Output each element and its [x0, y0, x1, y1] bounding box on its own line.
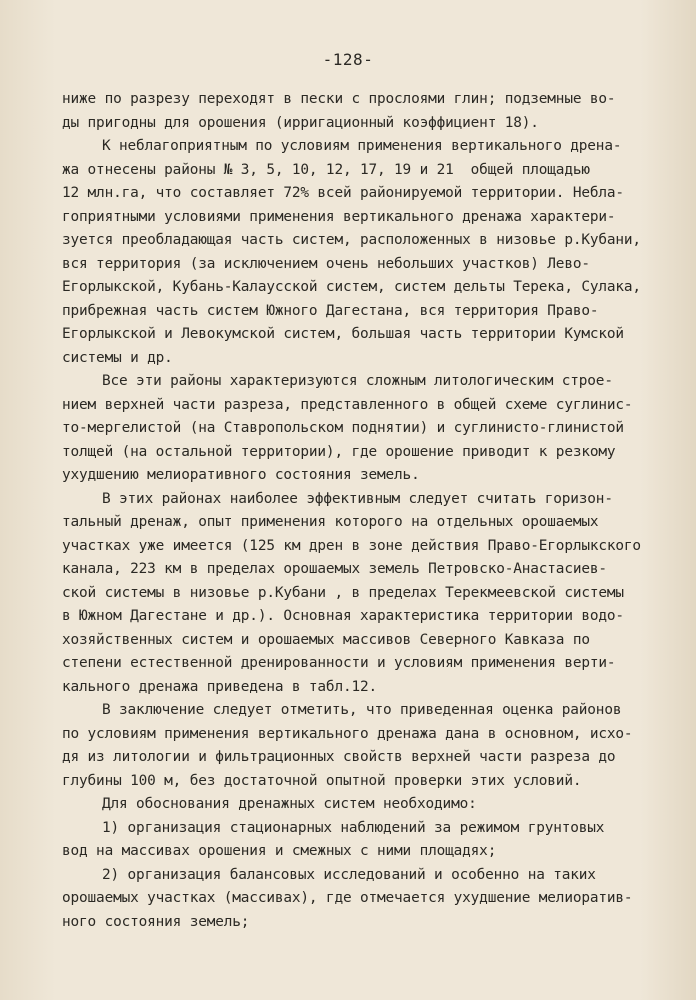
- text-line: системы и др.: [62, 349, 173, 366]
- text-line: по условиям применения вертикального дренажа дана в основном, исхо-: [62, 725, 633, 742]
- text-line: Для обоснования дренажных систем необходимо:: [102, 796, 477, 812]
- text-line: глубины 100 м, без достаточной опытной проверки этих условий.: [62, 772, 582, 789]
- text-line: зуется преобладающая часть систем, расположенных в низовье р.Кубани,: [62, 232, 641, 248]
- text-line: хозяйственных систем и орошаемых массивов Северного Кавказа по: [62, 631, 590, 648]
- text-line: ного состояния земель;: [62, 913, 250, 930]
- text-line: К неблагоприятным по условиям применения вертикального дрена-: [102, 138, 622, 154]
- text-line: то-мергелистой (на Ставропольском поднятии) и суглинисто-глинистой: [62, 420, 624, 436]
- text-line: Егорлыкской, Кубань-Калаусской систем, систем дельты Терека, Сулака,: [62, 279, 641, 295]
- text-line: степени естественной дренированности и условиям применения верти-: [62, 655, 616, 671]
- text-line: кального дренажа приведена в табл.12.: [62, 678, 378, 695]
- body-text: [62, 88, 682, 934]
- text-line: ды пригодны для орошения (ирригационный коэффициент 18).: [62, 114, 539, 131]
- text-line: Все эти районы характеризуются сложным литологическим строе-: [102, 373, 613, 389]
- text-line: канала, 223 км в пределах орошаемых земель Петровско-Анастасиев-: [62, 561, 607, 577]
- text-line: тальный дренаж, опыт применения которого на отдельных орошаемых: [62, 514, 599, 530]
- text-line: ухудшению мелиоративного состояния земель.: [62, 467, 420, 483]
- text-line: дя из литологии и фильтрационных свойств верхней части разреза до: [62, 749, 616, 765]
- text-line: 1) организация стационарных наблюдений за режимом грунтовых: [102, 819, 605, 836]
- text-line: ской системы в низовье р.Кубани , в пределах Терекмеевской системы: [62, 584, 624, 601]
- text-line: толщей (на остальной территории), где орошение приводит к резкому: [62, 443, 616, 460]
- text-line: вод на массивах орошения и смежных с ними площадях;: [62, 843, 497, 859]
- text-line: прибрежная часть систем Южного Дагестана, вся территория Право-: [62, 302, 599, 319]
- text-line: гоприятными условиями применения вертикального дренажа характери-: [62, 208, 616, 225]
- text-line: В этих районах наиболее эффективным следует считать горизон-: [102, 490, 613, 507]
- text-line: орошаемых участках (массивах), где отмечается ухудшение мелиоратив-: [62, 890, 633, 906]
- text-line: 12 млн.га, что составляет 72% всей районируемой территории. Небла-: [62, 185, 624, 201]
- text-line: нием верхней части разреза, представленного в общей схеме суглинис-: [62, 396, 633, 413]
- text-line: участках уже имеется (125 км дрен в зоне действия Право-Егорлыкского: [62, 537, 641, 554]
- text-line: ниже по разрезу переходят в пески с прослоями глин; подземные во-: [62, 91, 616, 107]
- text-line: В заключение следует отметить, что приведенная оценка районов: [102, 702, 622, 718]
- text-line: жа отнесены районы № 3, 5, 10, 12, 17, 19 и 21 общей площадью: [62, 161, 590, 178]
- text-line: Егорлыкской и Левокумской систем, большая часть территории Кумской: [62, 326, 624, 342]
- text-line: 2) организация балансовых исследований и особенно на таких: [102, 866, 596, 883]
- text-line: в Южном Дагестане и др.). Основная характеристика территории водо-: [62, 608, 624, 624]
- text-line: вся территория (за исключением очень небольших участков) Лево-: [62, 255, 590, 272]
- page-number: -128-: [322, 50, 374, 69]
